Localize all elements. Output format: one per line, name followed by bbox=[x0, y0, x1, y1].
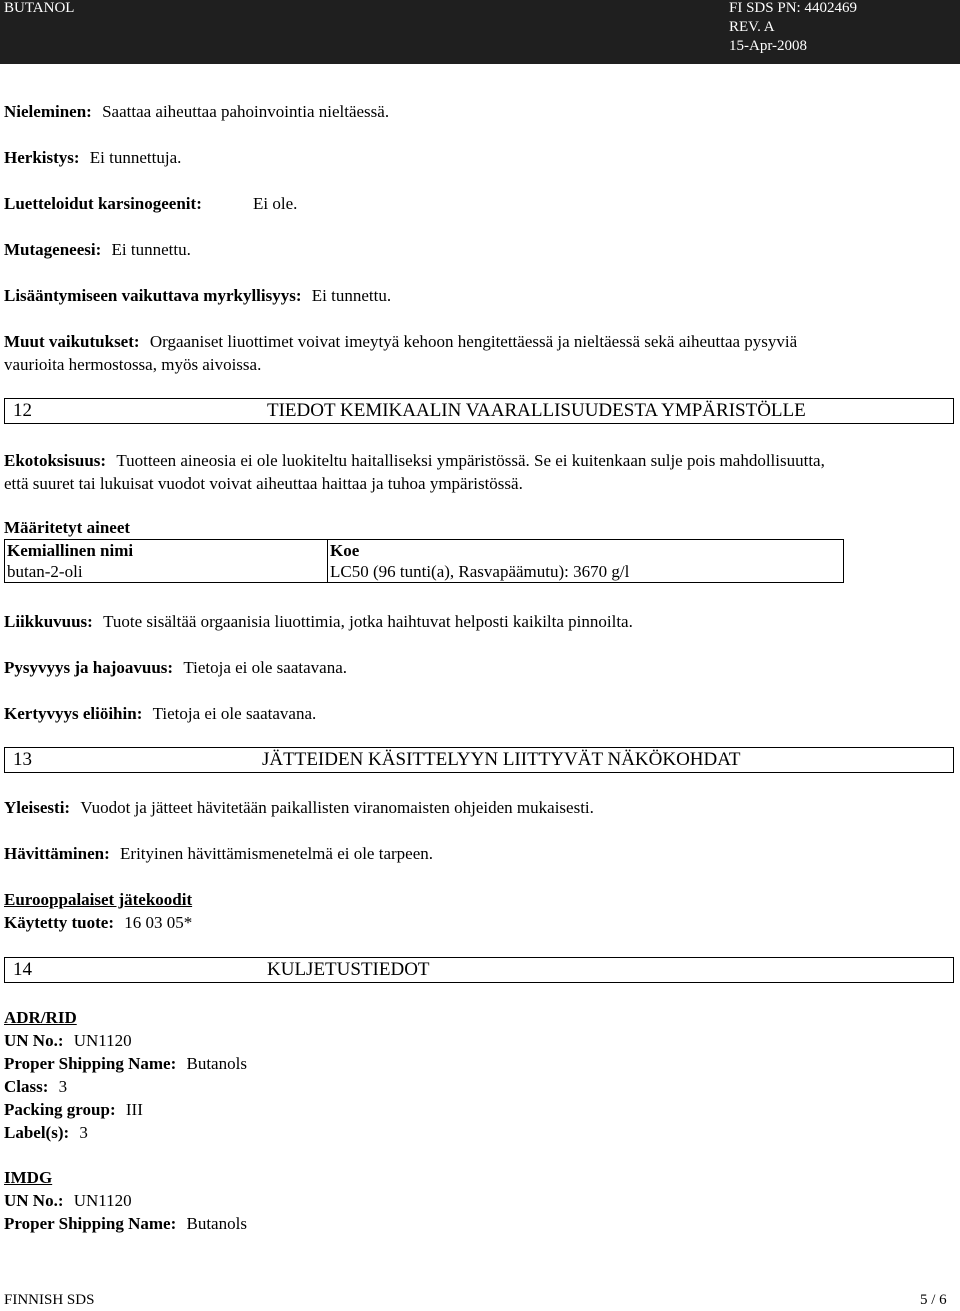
adr-un-value: UN1120 bbox=[73, 1031, 132, 1050]
used-product-row bbox=[4, 912, 192, 934]
section-12-title: TIEDOT KEMIKAALIN VAARALLISUUDESTA YMPÄRISTÖLLE bbox=[267, 400, 806, 421]
section-13-header bbox=[4, 747, 954, 773]
ecotoxicity-row bbox=[4, 450, 825, 472]
adr-packing-group-value: III bbox=[125, 1100, 143, 1119]
sds-pn: FI SDS PN: 4402469 bbox=[729, 0, 857, 16]
adr-packing-group-label: Packing group: bbox=[4, 1100, 116, 1119]
reproductive-toxicity-label: Lisääntymiseen vaikuttava myrkyllisyys: bbox=[4, 286, 302, 305]
sensitization-value: Ei tunnettuja. bbox=[89, 148, 182, 167]
substances-heading: Määritetyt aineet bbox=[4, 518, 131, 537]
disposal-value: Erityinen hävittämismenetelmä ei ole tarpeen. bbox=[120, 844, 433, 863]
footer-document-type: FINNISH SDS bbox=[4, 1292, 95, 1308]
mobility-value: Tuote sisältää orgaanisia liuottimia, jotka haihtuvat helposti kaikilta pinnoilta. bbox=[103, 612, 633, 631]
sensitization-row bbox=[4, 147, 181, 169]
ingestion-value: Saattaa aiheuttaa pahoinvointia nieltäessä. bbox=[102, 102, 390, 121]
section-13-number: 13 bbox=[13, 749, 32, 770]
adr-un-row bbox=[4, 1030, 132, 1052]
carcinogens-row bbox=[4, 193, 202, 215]
section-14-header bbox=[4, 957, 954, 983]
waste-general-row bbox=[4, 797, 594, 819]
sensitization-label: Herkistys: bbox=[4, 148, 80, 167]
adr-labels-label: Label(s): bbox=[4, 1123, 70, 1142]
ecotoxicity-value-line2: että suuret tai lukuisat vuodot voivat aiheuttaa haittaa ja tuhoa ympäristössä. bbox=[4, 474, 523, 493]
persistence-row bbox=[4, 657, 347, 679]
adr-packing-group-row bbox=[4, 1099, 143, 1121]
ingestion-row bbox=[4, 101, 389, 123]
waste-general-value: Vuodot ja jätteet hävitetään paikallisten viranomaisten ohjeiden mukaisesti. bbox=[80, 798, 594, 817]
ecotoxicity-value-line1: Tuotteen aineosia ei ole luokiteltu haitalliseksi ympäristössä. Se ei kuitenkaan sulje pois mahdollisuutta, bbox=[116, 451, 825, 470]
adr-psn-row bbox=[4, 1053, 247, 1075]
other-effects-value-line2: vaurioita hermostossa, myös aivoissa. bbox=[4, 355, 262, 374]
reproductive-toxicity-value: Ei tunnettu. bbox=[311, 286, 392, 305]
imdg-un-value: UN1120 bbox=[73, 1191, 132, 1210]
disposal-label: Hävittäminen: bbox=[4, 844, 110, 863]
table-cell-test-result: LC50 (96 tunti(a), Rasvapäämutu): 3670 g/l bbox=[328, 561, 844, 583]
table-row bbox=[5, 561, 844, 583]
adr-class-label: Class: bbox=[4, 1077, 49, 1096]
revision: REV. A bbox=[729, 19, 775, 35]
imdg-psn-label: Proper Shipping Name: bbox=[4, 1214, 177, 1233]
substances-table bbox=[4, 539, 844, 583]
bioaccumulation-value: Tietoja ei ole saatavana. bbox=[152, 704, 317, 723]
mobility-row bbox=[4, 611, 633, 633]
adr-labels-value: 3 bbox=[79, 1123, 88, 1142]
product-name: BUTANOL bbox=[4, 0, 75, 16]
ingestion-label: Nieleminen: bbox=[4, 102, 92, 121]
adr-un-label: UN No.: bbox=[4, 1031, 64, 1050]
section-12-number: 12 bbox=[13, 400, 32, 421]
bioaccumulation-label: Kertyvyys eliöihin: bbox=[4, 704, 143, 723]
ecotoxicity-label: Ekotoksisuus: bbox=[4, 451, 107, 470]
imdg-heading: IMDG bbox=[4, 1168, 53, 1187]
imdg-psn-value: Butanols bbox=[186, 1214, 247, 1233]
document-header bbox=[0, 0, 960, 64]
section-12-header bbox=[4, 398, 954, 424]
adr-rid-heading: ADR/RID bbox=[4, 1008, 77, 1027]
other-effects-label: Muut vaikutukset: bbox=[4, 332, 140, 351]
adr-class-row bbox=[4, 1076, 67, 1098]
carcinogens-value: Ei ole. bbox=[253, 194, 298, 213]
carcinogens-label: Luetteloidut karsinogeenit: bbox=[4, 194, 202, 213]
mutagenicity-row bbox=[4, 239, 191, 261]
table-cell-chemical-name: butan-2-oli bbox=[5, 561, 328, 583]
other-effects-row bbox=[4, 331, 797, 353]
persistence-value: Tietoja ei ole saatavana. bbox=[183, 658, 347, 677]
mutagenicity-label: Mutageneesi: bbox=[4, 240, 102, 259]
bioaccumulation-row bbox=[4, 703, 316, 725]
used-product-value: 16 03 05* bbox=[124, 913, 193, 932]
table-header-test: Koe bbox=[328, 540, 844, 562]
disposal-row bbox=[4, 843, 433, 865]
revision-date: 15-Apr-2008 bbox=[729, 38, 808, 54]
imdg-un-row bbox=[4, 1190, 132, 1212]
footer-page-number: 5 / 6 bbox=[920, 1292, 947, 1308]
reproductive-toxicity-row bbox=[4, 285, 391, 307]
imdg-un-label: UN No.: bbox=[4, 1191, 64, 1210]
document-id-block bbox=[729, 0, 857, 56]
table-header-chemical-name: Kemiallinen nimi bbox=[5, 540, 328, 562]
eu-waste-codes-heading: Eurooppalaiset jätekoodit bbox=[4, 890, 193, 909]
adr-psn-value: Butanols bbox=[186, 1054, 247, 1073]
adr-labels-row bbox=[4, 1122, 88, 1144]
other-effects-value-line1: Orgaaniset liuottimet voivat imeytyä kehoon hengitettäessä ja nieltäessä sekä aiheuttaa pysyviä bbox=[149, 332, 798, 351]
mutagenicity-value: Ei tunnettu. bbox=[111, 240, 191, 259]
adr-class-value: 3 bbox=[58, 1077, 68, 1096]
section-14-number: 14 bbox=[13, 959, 32, 980]
table-header-row bbox=[5, 540, 844, 562]
persistence-label: Pysyvyys ja hajoavuus: bbox=[4, 658, 174, 677]
imdg-psn-row bbox=[4, 1213, 247, 1235]
section-14-title: KULJETUSTIEDOT bbox=[267, 959, 430, 980]
used-product-label: Käytetty tuote: bbox=[4, 913, 114, 932]
mobility-label: Liikkuvuus: bbox=[4, 612, 93, 631]
section-13-title: JÄTTEIDEN KÄSITTELYYN LIITTYVÄT NÄKÖKOHDAT bbox=[262, 749, 741, 770]
waste-general-label: Yleisesti: bbox=[4, 798, 71, 817]
adr-psn-label: Proper Shipping Name: bbox=[4, 1054, 177, 1073]
